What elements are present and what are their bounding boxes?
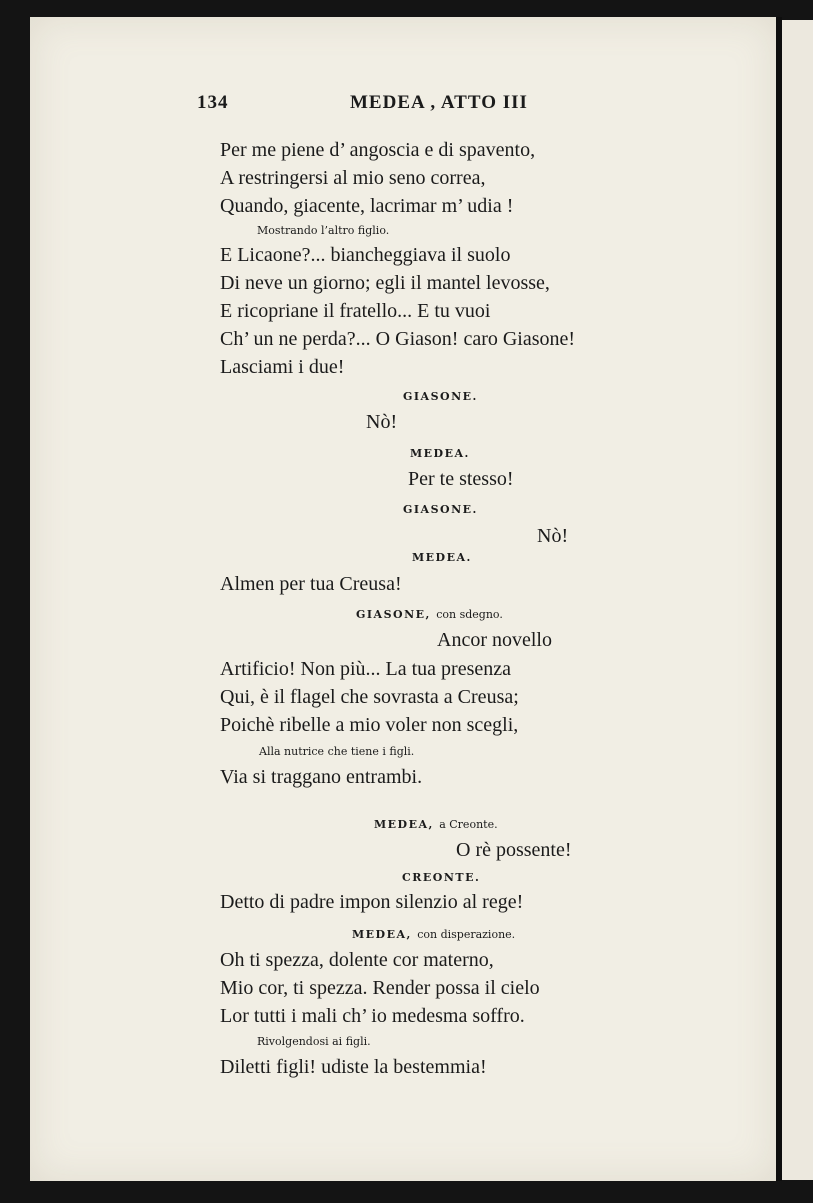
verse-line: O rè possente! (456, 839, 572, 861)
verse-line: Mio cor, ti spezza. Render possa il cielo (220, 977, 540, 999)
verse-line: Detto di padre impon silenzio al rege! (220, 891, 524, 913)
verse-line: Quando, giacente, lacrimar m’ udia ! (220, 195, 514, 217)
verse-line: Artificio! Non più... La tua presenza (220, 658, 512, 680)
verse-line: E Licaone?... biancheggiava il suolo (220, 244, 511, 266)
speaker-direction: con sdegno. (436, 608, 503, 621)
page-number: 134 (197, 92, 229, 113)
verse-line: Per te stesso! (408, 468, 514, 490)
speaker-label (374, 818, 498, 832)
speaker-label: MEDEA. (410, 447, 470, 460)
verse-line: Per me piene d’ angoscia e di spavento, (220, 139, 536, 161)
verse-line: Poichè ribelle a mio voler non scegli, (220, 714, 519, 736)
verse-line: A restringersi al mio seno correa, (220, 167, 486, 189)
verse-line: Via si traggano entrambi. (220, 766, 423, 788)
speaker-direction: a Creonte. (439, 818, 498, 831)
speaker-name: MEDEA, (352, 928, 412, 941)
verse-line: Qui, è il flagel che sovrasta a Creusa; (220, 686, 519, 708)
verse-line: Oh ti spezza, dolente cor materno, (220, 949, 494, 971)
stage-direction: Alla nutrice che tiene i figli. (259, 745, 415, 758)
verse-line: Almen per tua Creusa! (220, 573, 402, 595)
speaker-direction: con disperazione. (417, 928, 516, 941)
speaker-label (356, 608, 503, 622)
verse-line: Nò! (537, 525, 569, 547)
speaker-name: GIASONE, (356, 608, 431, 621)
speaker-label (352, 928, 515, 942)
stage-direction: Rivolgendosi ai figli. (257, 1035, 371, 1048)
verse-line: Ancor novello (437, 629, 552, 651)
verse-line: Di neve un giorno; egli il mantel levosse, (220, 272, 550, 294)
verse-line: Ch’ un ne perda?... O Giason! caro Giasone! (220, 328, 576, 350)
speaker-label: CREONTE. (402, 871, 481, 884)
verse-line: E ricopriane il fratello... E tu vuoi (220, 300, 491, 322)
speaker-label: MEDEA. (412, 551, 472, 564)
speaker-label: GIASONE. (403, 390, 478, 403)
speaker-name: MEDEA, (374, 818, 434, 831)
verse-line: Lor tutti i mali ch’ io medesma soffro. (220, 1005, 525, 1027)
verse-line: Nò! (366, 411, 398, 433)
speaker-label: GIASONE. (403, 503, 478, 516)
verse-line: Lasciami i due! (220, 356, 345, 378)
stage-direction: Mostrando l’altro figlio. (257, 224, 390, 237)
verse-line: Diletti figli! udiste la bestemmia! (220, 1056, 487, 1078)
running-title: MEDEA , ATTO III (350, 92, 528, 113)
